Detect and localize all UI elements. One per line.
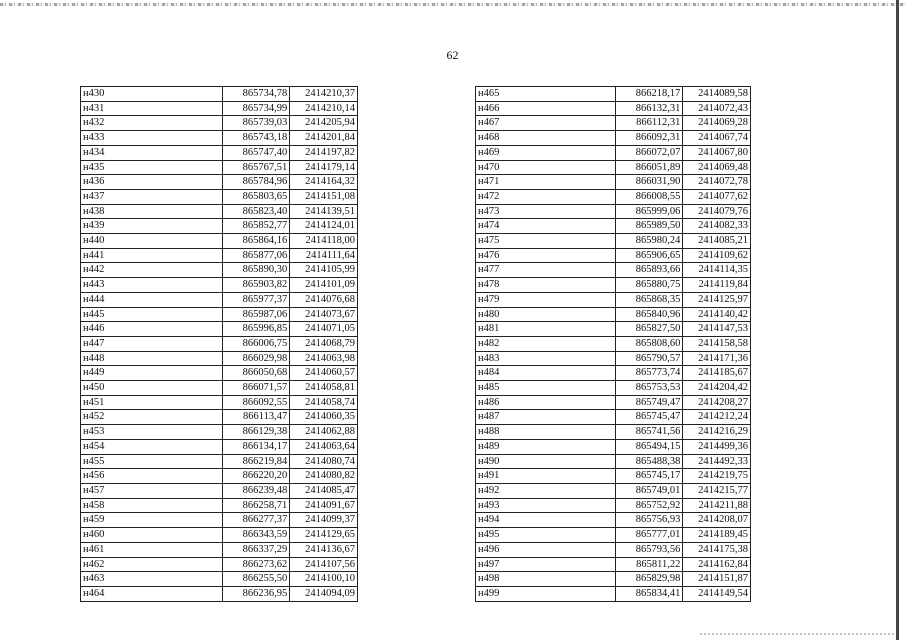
y-coordinate-cell: 2414069,28 <box>683 116 751 131</box>
table-row <box>81 101 358 116</box>
y-coordinate-cell: 2414118,00 <box>290 234 358 249</box>
coordinates-table-left <box>80 86 358 602</box>
y-coordinate-cell: 2414058,74 <box>290 395 358 410</box>
x-coordinate-cell: 865756,93 <box>616 513 683 528</box>
y-coordinate-cell: 2414140,42 <box>683 307 751 322</box>
y-coordinate-cell: 2414089,58 <box>683 87 751 102</box>
table-row <box>81 454 358 469</box>
point-id-cell: н444 <box>81 292 223 307</box>
table-row <box>81 145 358 160</box>
point-id-cell: н462 <box>81 557 223 572</box>
y-coordinate-cell: 2414162,84 <box>683 557 751 572</box>
x-coordinate-cell: 865739,03 <box>222 116 290 131</box>
table-row <box>476 425 751 440</box>
table-row <box>81 263 358 278</box>
table-row <box>476 381 751 396</box>
table-row <box>81 351 358 366</box>
point-id-cell: н473 <box>476 204 616 219</box>
table-row <box>476 498 751 513</box>
x-coordinate-cell: 865811,22 <box>616 557 683 572</box>
table-row <box>476 278 751 293</box>
point-id-cell: н496 <box>476 542 616 557</box>
point-id-cell: н461 <box>81 542 223 557</box>
y-coordinate-cell: 2414085,21 <box>683 234 751 249</box>
point-id-cell: н485 <box>476 381 616 396</box>
y-coordinate-cell: 2414164,32 <box>290 175 358 190</box>
table-row <box>476 542 751 557</box>
table-row <box>476 483 751 498</box>
x-coordinate-cell: 865893,66 <box>616 263 683 278</box>
table-row <box>476 469 751 484</box>
table-row <box>81 219 358 234</box>
table-row <box>476 204 751 219</box>
table-row <box>81 278 358 293</box>
point-id-cell: н478 <box>476 278 616 293</box>
x-coordinate-cell: 865903,82 <box>222 278 290 293</box>
x-coordinate-cell: 866006,75 <box>222 336 290 351</box>
x-coordinate-cell: 866008,55 <box>616 189 683 204</box>
y-coordinate-cell: 2414085,47 <box>290 483 358 498</box>
y-coordinate-cell: 2414212,24 <box>683 410 751 425</box>
x-coordinate-cell: 865987,06 <box>222 307 290 322</box>
x-coordinate-cell: 866337,29 <box>222 542 290 557</box>
y-coordinate-cell: 2414080,82 <box>290 469 358 484</box>
x-coordinate-cell: 866255,50 <box>222 572 290 587</box>
point-id-cell: н439 <box>81 219 223 234</box>
x-coordinate-cell: 865808,60 <box>616 336 683 351</box>
x-coordinate-cell: 865880,75 <box>616 278 683 293</box>
x-coordinate-cell: 865743,18 <box>222 131 290 146</box>
point-id-cell: н487 <box>476 410 616 425</box>
y-coordinate-cell: 2414125,97 <box>683 292 751 307</box>
table-row <box>81 572 358 587</box>
point-id-cell: н465 <box>476 87 616 102</box>
y-coordinate-cell: 2414215,77 <box>683 483 751 498</box>
x-coordinate-cell: 865734,78 <box>222 87 290 102</box>
table-row <box>81 307 358 322</box>
point-id-cell: н460 <box>81 528 223 543</box>
x-coordinate-cell: 865749,47 <box>616 395 683 410</box>
x-coordinate-cell: 865753,53 <box>616 381 683 396</box>
point-id-cell: н483 <box>476 351 616 366</box>
table-row <box>476 175 751 190</box>
y-coordinate-cell: 2414129,65 <box>290 528 358 543</box>
y-coordinate-cell: 2414205,94 <box>290 116 358 131</box>
x-coordinate-cell: 865868,35 <box>616 292 683 307</box>
x-coordinate-cell: 866239,48 <box>222 483 290 498</box>
y-coordinate-cell: 2414073,67 <box>290 307 358 322</box>
x-coordinate-cell: 866134,17 <box>222 439 290 454</box>
point-id-cell: н457 <box>81 483 223 498</box>
x-coordinate-cell: 866273,62 <box>222 557 290 572</box>
table-row <box>476 557 751 572</box>
y-coordinate-cell: 2414091,67 <box>290 498 358 513</box>
x-coordinate-cell: 865823,40 <box>222 204 290 219</box>
point-id-cell: н436 <box>81 175 223 190</box>
y-coordinate-cell: 2414219,75 <box>683 469 751 484</box>
table-row <box>476 366 751 381</box>
table-row <box>81 395 358 410</box>
y-coordinate-cell: 2414210,37 <box>290 87 358 102</box>
x-coordinate-cell: 866092,55 <box>222 395 290 410</box>
table-row <box>476 336 751 351</box>
point-id-cell: н459 <box>81 513 223 528</box>
x-coordinate-cell: 865777,01 <box>616 528 683 543</box>
x-coordinate-cell: 865747,40 <box>222 145 290 160</box>
y-coordinate-cell: 2414492,33 <box>683 454 751 469</box>
x-coordinate-cell: 865877,06 <box>222 248 290 263</box>
point-id-cell: н432 <box>81 116 223 131</box>
y-coordinate-cell: 2414208,07 <box>683 513 751 528</box>
y-coordinate-cell: 2414139,51 <box>290 204 358 219</box>
point-id-cell: н443 <box>81 278 223 293</box>
point-id-cell: н435 <box>81 160 223 175</box>
point-id-cell: н433 <box>81 131 223 146</box>
table-row <box>476 145 751 160</box>
point-id-cell: н466 <box>476 101 616 116</box>
scan-noise-bottom <box>700 633 895 635</box>
table-row <box>476 248 751 263</box>
point-id-cell: н442 <box>81 263 223 278</box>
point-id-cell: н472 <box>476 189 616 204</box>
x-coordinate-cell: 865827,50 <box>616 322 683 337</box>
table-row <box>476 189 751 204</box>
point-id-cell: н489 <box>476 439 616 454</box>
y-coordinate-cell: 2414079,76 <box>683 204 751 219</box>
point-id-cell: н468 <box>476 131 616 146</box>
y-coordinate-cell: 2414060,57 <box>290 366 358 381</box>
coordinates-table-right <box>475 86 751 602</box>
table-row <box>81 528 358 543</box>
x-coordinate-cell: 865793,56 <box>616 542 683 557</box>
x-coordinate-cell: 866219,84 <box>222 454 290 469</box>
x-coordinate-cell: 866343,59 <box>222 528 290 543</box>
y-coordinate-cell: 2414067,74 <box>683 131 751 146</box>
y-coordinate-cell: 2414136,67 <box>290 542 358 557</box>
y-coordinate-cell: 2414204,42 <box>683 381 751 396</box>
point-id-cell: н456 <box>81 469 223 484</box>
point-id-cell: н498 <box>476 572 616 587</box>
y-coordinate-cell: 2414105,99 <box>290 263 358 278</box>
x-coordinate-cell: 866236,95 <box>222 586 290 601</box>
x-coordinate-cell: 866031,90 <box>616 175 683 190</box>
y-coordinate-cell: 2414082,33 <box>683 219 751 234</box>
table-row <box>81 234 358 249</box>
y-coordinate-cell: 2414063,98 <box>290 351 358 366</box>
x-coordinate-cell: 865829,98 <box>616 572 683 587</box>
x-coordinate-cell: 866050,68 <box>222 366 290 381</box>
x-coordinate-cell: 865734,99 <box>222 101 290 116</box>
page-number: 62 <box>446 48 459 62</box>
page-edge-line <box>896 0 899 640</box>
x-coordinate-cell: 866051,89 <box>616 160 683 175</box>
point-id-cell: н448 <box>81 351 223 366</box>
y-coordinate-cell: 2414158,58 <box>683 336 751 351</box>
table-row <box>476 572 751 587</box>
table-row <box>81 483 358 498</box>
y-coordinate-cell: 2414080,74 <box>290 454 358 469</box>
point-id-cell: н453 <box>81 425 223 440</box>
table-row <box>476 234 751 249</box>
table-row <box>476 87 751 102</box>
y-coordinate-cell: 2414107,56 <box>290 557 358 572</box>
y-coordinate-cell: 2414060,35 <box>290 410 358 425</box>
point-id-cell: н434 <box>81 145 223 160</box>
y-coordinate-cell: 2414077,62 <box>683 189 751 204</box>
x-coordinate-cell: 865864,16 <box>222 234 290 249</box>
table-row <box>81 542 358 557</box>
table-row <box>81 160 358 175</box>
point-id-cell: н452 <box>81 410 223 425</box>
y-coordinate-cell: 2414189,45 <box>683 528 751 543</box>
y-coordinate-cell: 2414062,88 <box>290 425 358 440</box>
x-coordinate-cell: 866218,17 <box>616 87 683 102</box>
table-row <box>81 586 358 601</box>
y-coordinate-cell: 2414076,68 <box>290 292 358 307</box>
x-coordinate-cell: 865749,01 <box>616 483 683 498</box>
y-coordinate-cell: 2414071,05 <box>290 322 358 337</box>
y-coordinate-cell: 2414099,37 <box>290 513 358 528</box>
point-id-cell: н494 <box>476 513 616 528</box>
y-coordinate-cell: 2414179,14 <box>290 160 358 175</box>
point-id-cell: н454 <box>81 439 223 454</box>
table-row <box>81 557 358 572</box>
x-coordinate-cell: 866112,31 <box>616 116 683 131</box>
point-id-cell: н451 <box>81 395 223 410</box>
table-row <box>476 586 751 601</box>
y-coordinate-cell: 2414109,62 <box>683 248 751 263</box>
y-coordinate-cell: 2414151,87 <box>683 572 751 587</box>
y-coordinate-cell: 2414101,09 <box>290 278 358 293</box>
y-coordinate-cell: 2414211,88 <box>683 498 751 513</box>
y-coordinate-cell: 2414114,35 <box>683 263 751 278</box>
point-id-cell: н464 <box>81 586 223 601</box>
x-coordinate-cell: 865752,92 <box>616 498 683 513</box>
point-id-cell: н455 <box>81 454 223 469</box>
table-row <box>81 87 358 102</box>
x-coordinate-cell: 865488,38 <box>616 454 683 469</box>
point-id-cell: н482 <box>476 336 616 351</box>
point-id-cell: н497 <box>476 557 616 572</box>
table-row <box>81 204 358 219</box>
y-coordinate-cell: 2414063,64 <box>290 439 358 454</box>
table-row <box>81 248 358 263</box>
y-coordinate-cell: 2414111,64 <box>290 248 358 263</box>
x-coordinate-cell: 865852,77 <box>222 219 290 234</box>
table-row <box>476 160 751 175</box>
point-id-cell: н447 <box>81 336 223 351</box>
table-row <box>476 395 751 410</box>
y-coordinate-cell: 2414201,84 <box>290 131 358 146</box>
y-coordinate-cell: 2414216,29 <box>683 425 751 440</box>
y-coordinate-cell: 2414151,08 <box>290 189 358 204</box>
point-id-cell: н499 <box>476 586 616 601</box>
y-coordinate-cell: 2414094,09 <box>290 586 358 601</box>
table-row <box>476 410 751 425</box>
point-id-cell: н470 <box>476 160 616 175</box>
point-id-cell: н474 <box>476 219 616 234</box>
point-id-cell: н458 <box>81 498 223 513</box>
point-id-cell: н484 <box>476 366 616 381</box>
table-row <box>81 175 358 190</box>
point-id-cell: н480 <box>476 307 616 322</box>
y-coordinate-cell: 2414208,27 <box>683 395 751 410</box>
point-id-cell: н486 <box>476 395 616 410</box>
table-row <box>476 101 751 116</box>
x-coordinate-cell: 866072,07 <box>616 145 683 160</box>
x-coordinate-cell: 866113,47 <box>222 410 290 425</box>
point-id-cell: н469 <box>476 145 616 160</box>
y-coordinate-cell: 2414119,84 <box>683 278 751 293</box>
table-row <box>81 292 358 307</box>
y-coordinate-cell: 2414499,36 <box>683 439 751 454</box>
y-coordinate-cell: 2414197,82 <box>290 145 358 160</box>
table-row <box>81 410 358 425</box>
x-coordinate-cell: 866092,31 <box>616 131 683 146</box>
table-row <box>476 513 751 528</box>
y-coordinate-cell: 2414072,78 <box>683 175 751 190</box>
point-id-cell: н431 <box>81 101 223 116</box>
table-row <box>81 498 358 513</box>
point-id-cell: н438 <box>81 204 223 219</box>
point-id-cell: н445 <box>81 307 223 322</box>
table-row <box>476 322 751 337</box>
x-coordinate-cell: 865996,85 <box>222 322 290 337</box>
x-coordinate-cell: 865840,96 <box>616 307 683 322</box>
x-coordinate-cell: 865989,50 <box>616 219 683 234</box>
x-coordinate-cell: 866129,38 <box>222 425 290 440</box>
y-coordinate-cell: 2414210,14 <box>290 101 358 116</box>
point-id-cell: н488 <box>476 425 616 440</box>
y-coordinate-cell: 2414069,48 <box>683 160 751 175</box>
y-coordinate-cell: 2414058,81 <box>290 381 358 396</box>
table-row <box>476 528 751 543</box>
y-coordinate-cell: 2414185,67 <box>683 366 751 381</box>
x-coordinate-cell: 866071,57 <box>222 381 290 396</box>
point-id-cell: н477 <box>476 263 616 278</box>
point-id-cell: н430 <box>81 87 223 102</box>
table-row <box>81 116 358 131</box>
table-row <box>81 131 358 146</box>
point-id-cell: н493 <box>476 498 616 513</box>
point-id-cell: н490 <box>476 454 616 469</box>
x-coordinate-cell: 865999,06 <box>616 204 683 219</box>
y-coordinate-cell: 2414100,10 <box>290 572 358 587</box>
x-coordinate-cell: 865745,17 <box>616 469 683 484</box>
x-coordinate-cell: 866220,20 <box>222 469 290 484</box>
point-id-cell: н481 <box>476 322 616 337</box>
point-id-cell: н475 <box>476 234 616 249</box>
table-row <box>81 366 358 381</box>
point-id-cell: н463 <box>81 572 223 587</box>
y-coordinate-cell: 2414171,36 <box>683 351 751 366</box>
table-row <box>81 381 358 396</box>
table-row <box>476 454 751 469</box>
table-row <box>476 439 751 454</box>
table-row <box>81 513 358 528</box>
point-id-cell: н449 <box>81 366 223 381</box>
point-id-cell: н441 <box>81 248 223 263</box>
point-id-cell: н495 <box>476 528 616 543</box>
x-coordinate-cell: 866132,31 <box>616 101 683 116</box>
y-coordinate-cell: 2414072,43 <box>683 101 751 116</box>
y-coordinate-cell: 2414175,38 <box>683 542 751 557</box>
table-row <box>81 469 358 484</box>
x-coordinate-cell: 865741,56 <box>616 425 683 440</box>
x-coordinate-cell: 865773,74 <box>616 366 683 381</box>
x-coordinate-cell: 866258,71 <box>222 498 290 513</box>
y-coordinate-cell: 2414124,01 <box>290 219 358 234</box>
table-row <box>476 131 751 146</box>
point-id-cell: н479 <box>476 292 616 307</box>
x-coordinate-cell: 865980,24 <box>616 234 683 249</box>
x-coordinate-cell: 865790,57 <box>616 351 683 366</box>
point-id-cell: н467 <box>476 116 616 131</box>
x-coordinate-cell: 865906,65 <box>616 248 683 263</box>
point-id-cell: н492 <box>476 483 616 498</box>
x-coordinate-cell: 866029,98 <box>222 351 290 366</box>
table-row <box>81 322 358 337</box>
point-id-cell: н437 <box>81 189 223 204</box>
point-id-cell: н491 <box>476 469 616 484</box>
x-coordinate-cell: 865494,15 <box>616 439 683 454</box>
y-coordinate-cell: 2414149,54 <box>683 586 751 601</box>
table-row <box>476 307 751 322</box>
table-row <box>476 292 751 307</box>
table-row <box>476 351 751 366</box>
table-row <box>476 263 751 278</box>
x-coordinate-cell: 865784,96 <box>222 175 290 190</box>
x-coordinate-cell: 866277,37 <box>222 513 290 528</box>
table-row <box>81 336 358 351</box>
table-row <box>81 425 358 440</box>
table-row <box>476 116 751 131</box>
y-coordinate-cell: 2414147,53 <box>683 322 751 337</box>
x-coordinate-cell: 865745,47 <box>616 410 683 425</box>
point-id-cell: н450 <box>81 381 223 396</box>
x-coordinate-cell: 865834,41 <box>616 586 683 601</box>
y-coordinate-cell: 2414068,79 <box>290 336 358 351</box>
scan-noise-top <box>0 3 905 6</box>
y-coordinate-cell: 2414067,80 <box>683 145 751 160</box>
x-coordinate-cell: 865890,30 <box>222 263 290 278</box>
x-coordinate-cell: 865977,37 <box>222 292 290 307</box>
table-row <box>81 189 358 204</box>
point-id-cell: н446 <box>81 322 223 337</box>
x-coordinate-cell: 865803,65 <box>222 189 290 204</box>
x-coordinate-cell: 865767,51 <box>222 160 290 175</box>
point-id-cell: н476 <box>476 248 616 263</box>
table-row <box>476 219 751 234</box>
table-row <box>81 439 358 454</box>
point-id-cell: н440 <box>81 234 223 249</box>
point-id-cell: н471 <box>476 175 616 190</box>
